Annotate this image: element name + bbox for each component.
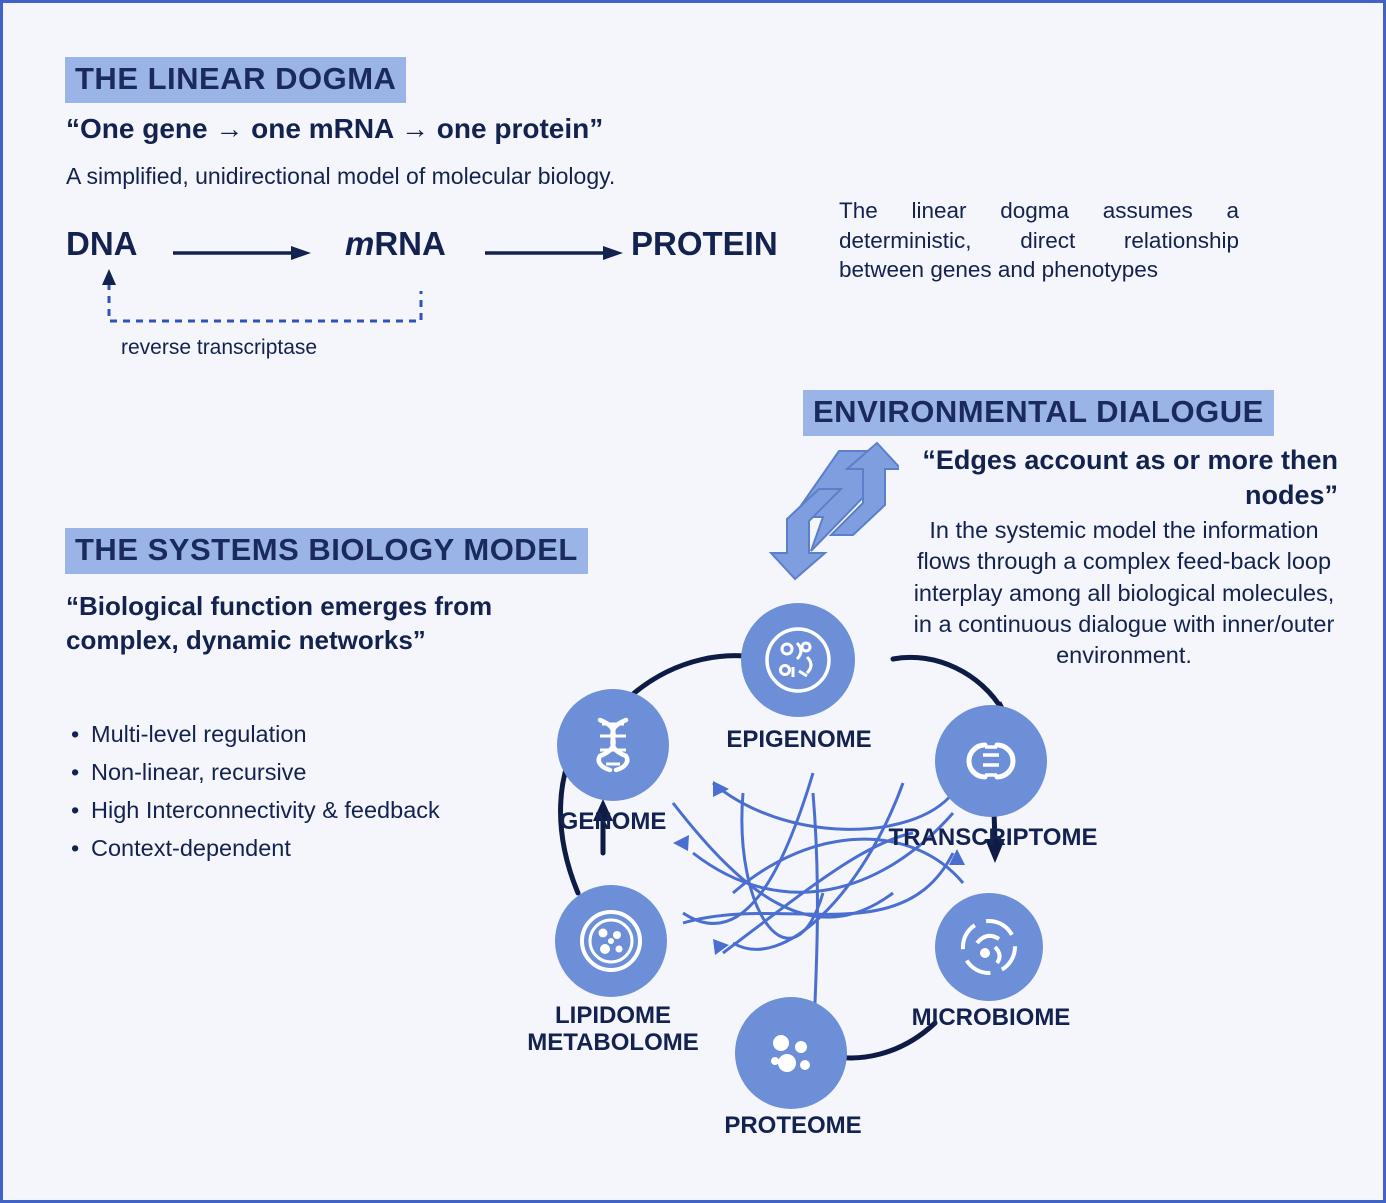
environmental-dialogue-body: In the systemic model the information flows through a complex feed-back loop interplay among all biological molecules, in a continuous dialogue with inner/outer environment. <box>913 517 1335 668</box>
systems-biology-bullet-list <box>69 715 469 867</box>
section-title-linear-dogma: THE LINEAR DOGMA <box>65 57 406 103</box>
node-epigenome[interactable] <box>741 603 855 717</box>
linear-dogma-subtitle: A simplified, unidirectional model of molecular biology. <box>66 163 616 189</box>
node-genome[interactable] <box>557 689 669 801</box>
flow-term-mrna-italic: m <box>345 225 375 262</box>
flow-term-mrna-rest: RNA <box>374 225 446 262</box>
node-microbiome[interactable] <box>935 893 1043 1001</box>
list-item: • Non-linear, recursive <box>69 753 469 791</box>
lipid-vesicle-icon <box>575 905 647 977</box>
node-lipidome-metabolome[interactable] <box>555 885 667 997</box>
linear-dogma-arrows <box>63 213 803 353</box>
dna-helix-icon <box>578 710 648 780</box>
node-label-proteome: PROTEOME <box>724 1112 862 1139</box>
environmental-dialogue-quote: “Edges account as or more then nodes” <box>922 445 1338 510</box>
section-title-environmental-dialogue: ENVIRONMENTAL DIALOGUE <box>803 390 1274 436</box>
reverse-transcriptase-label: reverse transcriptase <box>121 336 318 359</box>
flow-term-protein: PROTEIN <box>631 225 778 262</box>
node-label-genome: GENOME <box>559 808 667 835</box>
list-item: • Multi-level regulation <box>69 715 469 753</box>
omics-network-diagram <box>483 593 1183 1163</box>
node-label-transcriptome: TRANSCRIPTOME <box>888 824 1098 851</box>
list-item: • Context-dependent <box>69 829 469 867</box>
bidirectional-arrow-shape <box>769 439 899 609</box>
node-proteome[interactable] <box>735 997 847 1109</box>
linear-dogma-note: The linear dogma assumes a deterministic, direct relationship between genes and phenotypes <box>839 198 1239 283</box>
section-title-systems-biology: THE SYSTEMS BIOLOGY MODEL <box>65 528 588 574</box>
node-transcriptome[interactable] <box>935 705 1047 817</box>
microbe-icon <box>955 913 1023 981</box>
node-label-microbiome: MICROBIOME <box>911 1004 1071 1031</box>
node-label-metabolome: METABOLOME <box>527 1028 699 1056</box>
flow-term-dna: DNA <box>66 225 138 262</box>
node-label-lipidome-metabolome <box>503 1003 723 1057</box>
node-label-epigenome: EPIGENOME <box>726 726 872 753</box>
systems-biology-quote: “Biological function emerges from complex, dynamic networks” <box>66 591 493 656</box>
linear-dogma-quote: “One gene → one mRNA → one protein” <box>66 113 604 144</box>
node-label-lipidome: LIPIDOME <box>554 1002 671 1029</box>
rna-strand-icon <box>955 725 1027 797</box>
list-item: • High Interconnectivity & feedback <box>69 791 469 829</box>
epigenome-icon <box>761 623 835 697</box>
protein-cluster-icon <box>755 1017 827 1089</box>
